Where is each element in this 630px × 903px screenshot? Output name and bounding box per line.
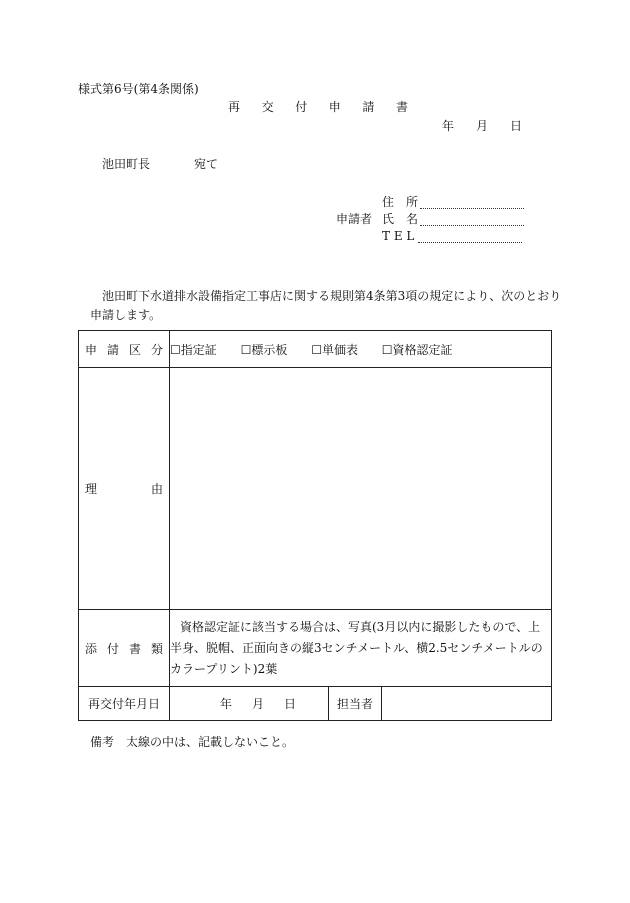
title-char: 書 [395,100,408,114]
applicant-label: 申請者 [336,212,373,226]
reissue-year-char: 年 [219,697,232,711]
note: 備考 太線の中は、記載しないこと。 [90,735,295,749]
row-reason [79,368,552,610]
reissue-date-field[interactable] [170,687,329,721]
row-attachments [79,610,552,687]
name-field[interactable] [420,213,524,226]
option-qualification-certificate[interactable]: ☐資格認定証 [381,342,453,357]
title-char: 交 [261,100,274,114]
name-row [382,212,524,226]
attachments-content: 資格認定証に該当する場合は、写真(3月以内に撮影したもので、上半身、脱帽、正面向きの縦3センチメートル、横2.5センチメートルのカラープリント)2葉 [170,610,552,687]
date-day-char: 日 [509,119,522,133]
body-line-1: 池田町下水道排水設備指定工事店に関する規則第4条第3項の規定により、次のとおり [102,289,562,303]
reason-field[interactable] [170,368,552,610]
officer-label: 担当者 [329,687,382,721]
application-type-label: 申 請 区 分 [79,331,170,368]
reissue-date-label: 再交付年月日 [79,687,170,721]
row-reissue-date [79,687,552,721]
title-char: 請 [362,100,375,114]
tel-field[interactable] [418,230,522,243]
tel-label: T E L [382,229,415,243]
option-designation-certificate[interactable]: ☐指定証 [170,342,217,357]
address-field[interactable] [420,196,524,209]
row-application-type [79,331,552,368]
address-row [382,195,524,209]
reason-label: 理 由 [79,368,170,610]
addressee-name: 池田町長 [102,157,151,171]
attachments-label: 添 付 書 類 [79,610,170,687]
name-label: 氏 名 [382,212,419,226]
document-title [228,100,408,114]
date-year-char: 年 [442,119,455,133]
application-type-options [170,331,552,368]
tel-row [382,229,522,243]
addressee-suffix: 宛て [194,157,219,171]
reissue-day-char: 日 [283,697,296,711]
date-month-char: 月 [475,119,488,133]
body-line-2: 申請します。 [90,308,162,322]
reissue-month-char: 月 [251,697,264,711]
option-unit-price-table[interactable]: ☐単価表 [311,342,358,357]
application-date [442,119,522,133]
option-sign-board[interactable]: ☐標示板 [240,342,288,357]
title-char: 申 [328,100,341,114]
title-char: 再 [228,100,241,114]
address-label: 住 所 [382,195,419,209]
title-char: 付 [295,100,308,114]
officer-field[interactable] [382,687,552,721]
application-table [78,330,552,721]
form-number: 様式第6号(第4条関係) [78,82,199,96]
